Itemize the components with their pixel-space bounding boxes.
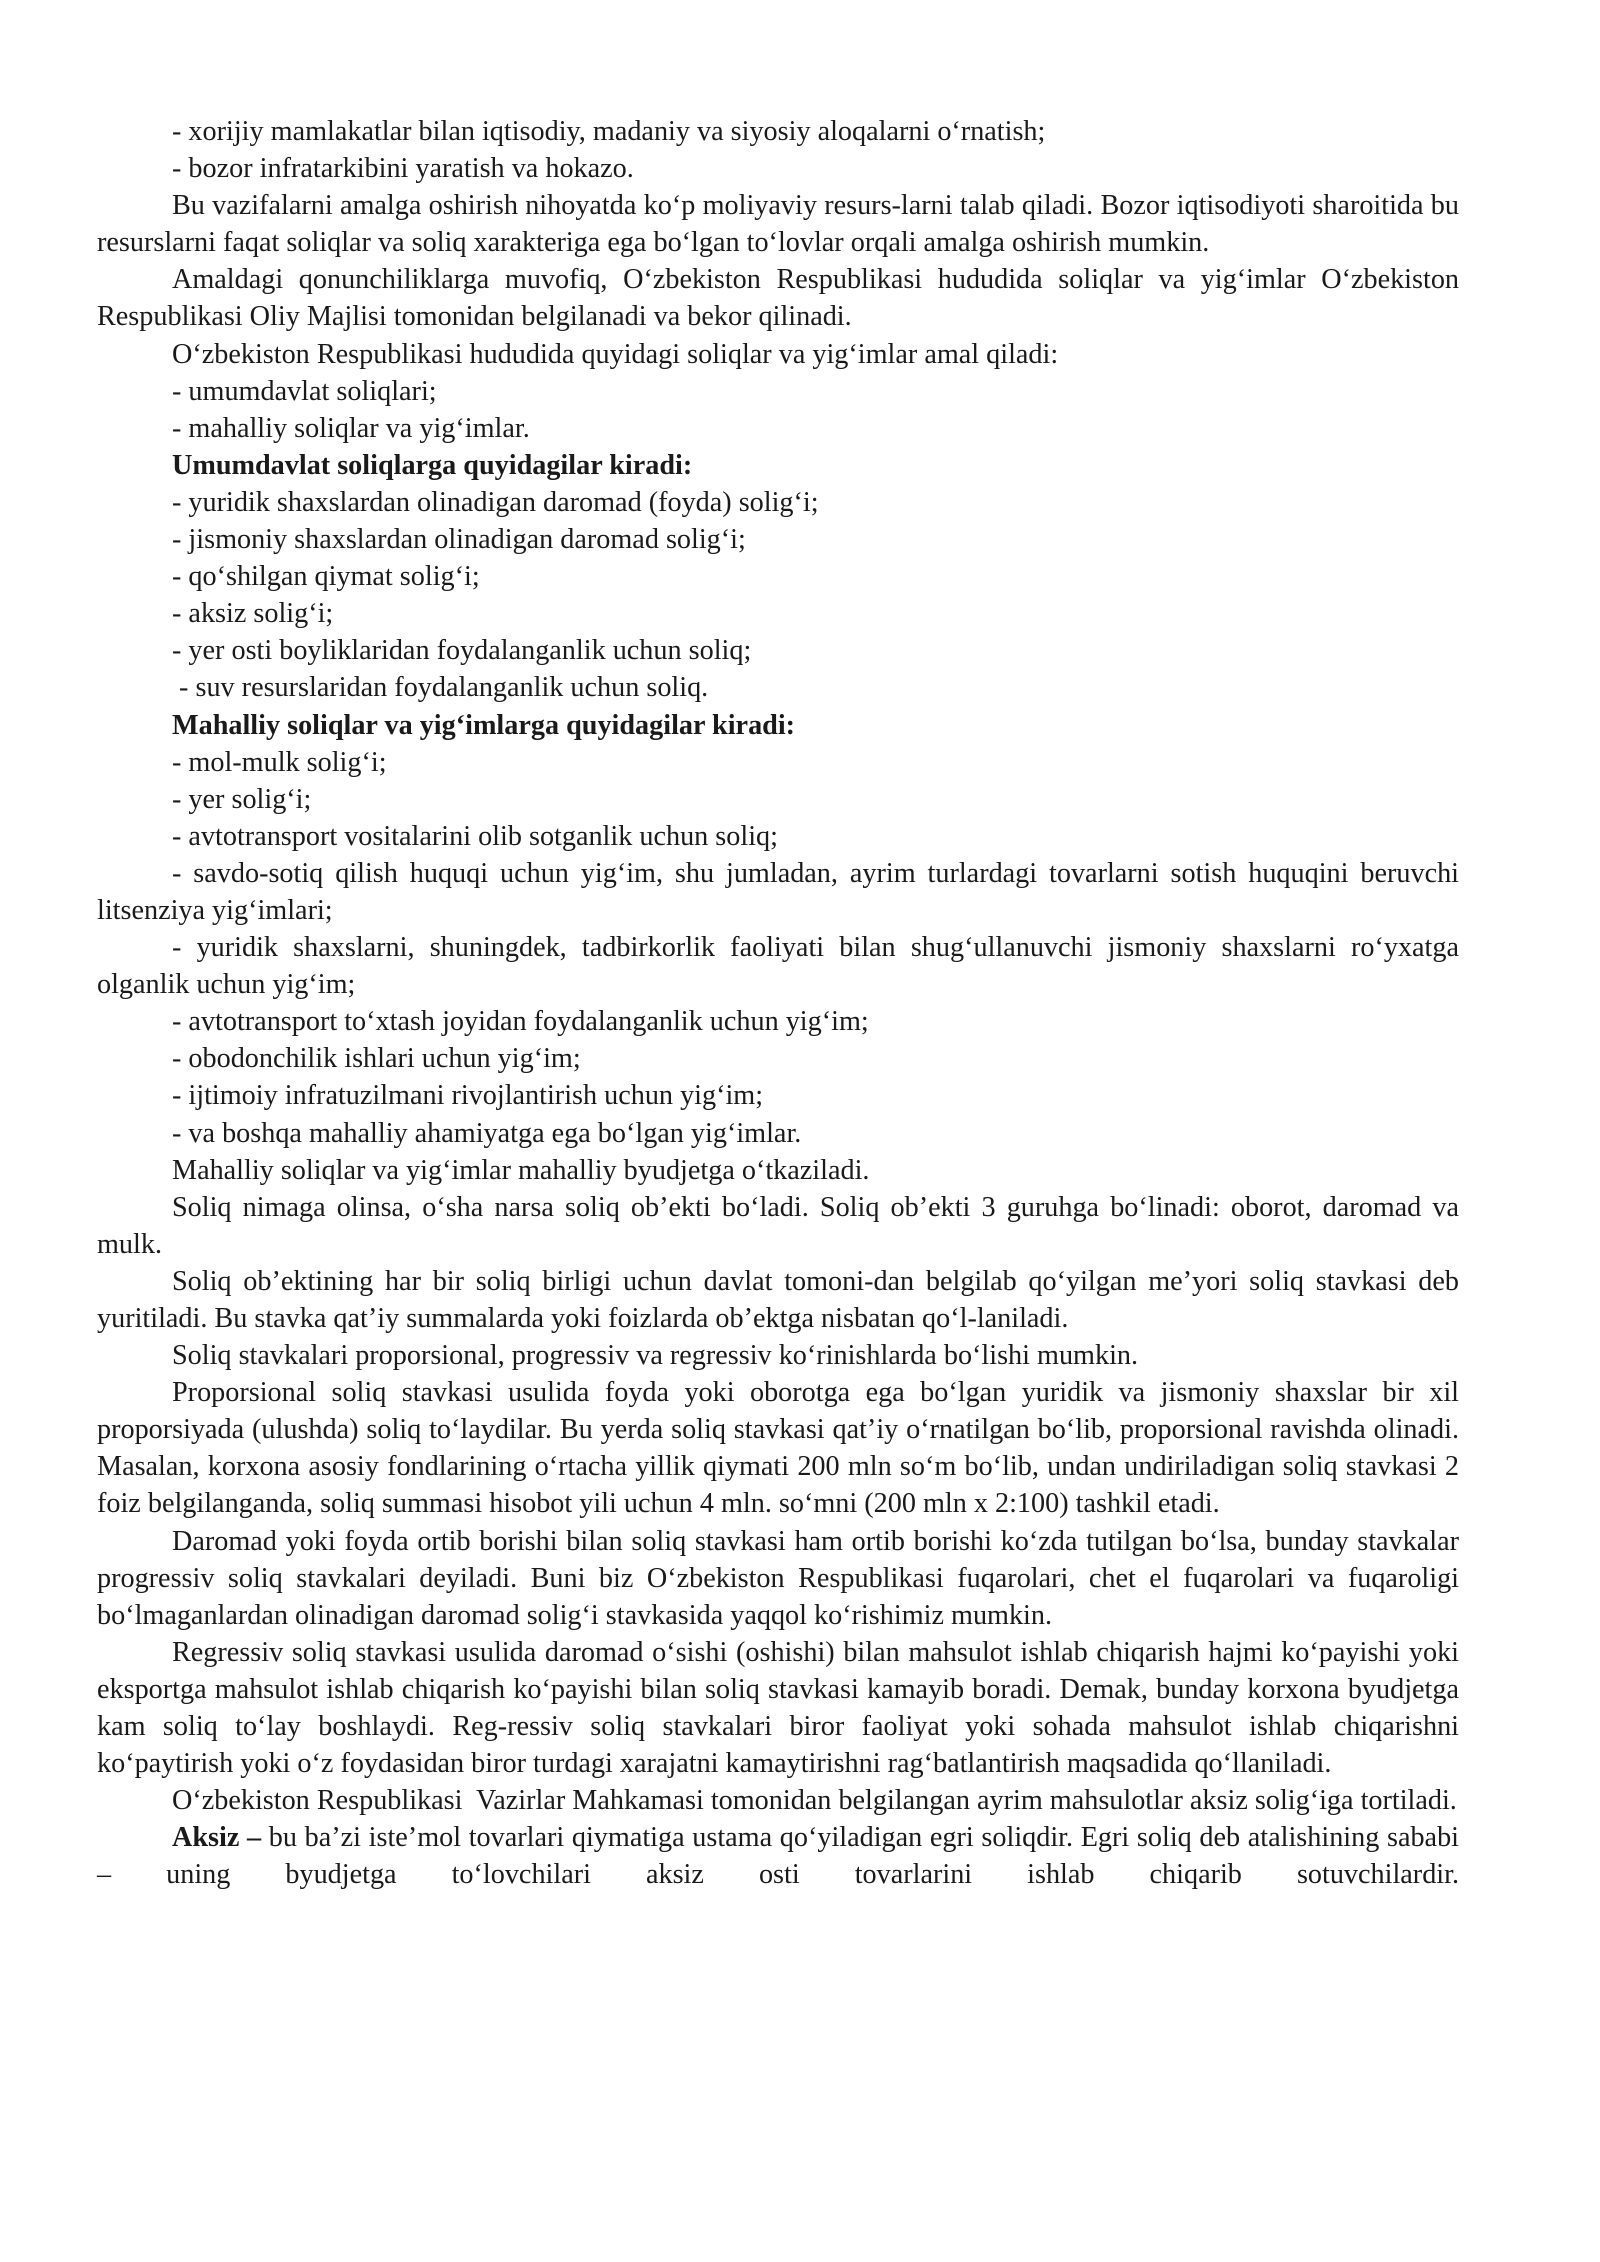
list-item: - avtotransport vositalarini olib sotganlik uchun soliq; [172, 820, 778, 852]
list-item: - yuridik shaxslardan olinadigan daromad (foyda) solig‘i; [172, 486, 819, 518]
section-heading: Mahalliy soliqlar va yig‘imlarga quyidagilar kiradi: [172, 709, 796, 741]
paragraph: Mahalliy soliqlar va yig‘imlar mahalliy byudjetga o‘tkaziladi. [172, 1154, 870, 1186]
paragraph: Proporsional soliq stavkasi usulida foyda yoki oborotga ega bo‘lgan yuridik va jismoniy shaxslar bir xil proporsiyada (ulushda) soliq to‘laydilar. Bu yerda soliq stavkasi qat’iy o‘rnatilgan bo‘lib, proporsional ravishda olinadi. Masalan, korxona asosiy fondlarining o‘rtacha yillik qiymati 200 mln so‘m bo‘lib, undan undiriladigan soliq stavkasi 2 foiz belgilanganda, soliq summasi hisobot yili uchun 4 mln. so‘mni (200 mln x 2:100) tashkil etadi. [97, 1377, 1459, 1520]
list-item: - avtotransport to‘xtash joyidan foydalanganlik uchun yig‘im; [172, 1006, 869, 1038]
list-item: - bozor infratarkibini yaratish va hokazo. [172, 153, 634, 185]
list-item: - savdo-sotiq qilish huquqi uchun yig‘im, shu jumladan, ayrim turlardagi tovarlarni sotish huquqini beruvchi litsenziya yig‘imlari; [97, 857, 1459, 926]
paragraph: Amaldagi qonunchiliklarga muvofiq, O‘zbekiston Respublikasi hududida soliqlar va yig‘imlar O‘zbekiston Respublikasi Oliy Majlisi tomonidan belgilanadi va bekor qilinadi. [97, 264, 1459, 333]
paragraph: O‘zbekiston Respublikasi hududida quyidagi soliqlar va yig‘imlar amal qiladi: [172, 338, 1059, 370]
list-item: - suv resurslaridan foydalanganlik uchun soliq. [172, 672, 709, 704]
paragraph: Soliq ob’ektining har bir soliq birligi uchun davlat tomoni-dan belgilab qo‘yilgan me’yori soliq stavkasi deb yuritiladi. Bu stavka qat’iy summalarda yoki foizlarda ob’ektga nisbatan qo‘l-laniladi. [97, 1265, 1459, 1334]
list-item: - yer solig‘i; [172, 783, 312, 815]
paragraph: Bu vazifalarni amalga oshirish nihoyatda ko‘p moliyaviy resurs-larni talab qiladi. Bozor iqtisodiyoti sharoitida bu resurslarni faqat soliqlar va soliq xarakteriga ega bo‘lgan to‘lovlar orqali amalga oshirish mumkin. [97, 190, 1459, 259]
paragraph: Daromad yoki foyda ortib borishi bilan soliq stavkasi ham ortib borishi ko‘zda tutilgan bo‘lsa, bunday stavkalar progressiv soliq stavkalari deyiladi. Buni biz O‘zbekiston Respublikasi fuqarolari, chet el fuqarolari va fuqaroligi bo‘lmaganlardan olinadigan daromad solig‘i stavkasida yaqqol ko‘rishimiz mumkin. [97, 1525, 1459, 1631]
list-item: - ijtimoiy infratuzilmani rivojlantirish uchun yig‘im; [172, 1080, 764, 1112]
paragraph: Regressiv soliq stavkasi usulida daromad o‘sishi (oshishi) bilan mahsulot ishlab chiqarish hajmi ko‘payishi yoki eksportga mahsulot ishlab chiqarish ko‘payishi bilan soliq stavkasi kamayib boradi. Demak, bunday korxona byudjetga kam soliq to‘lay boshlaydi. Reg-ressiv soliq stavkalari biror faoliyat yoki sohada mahsulot ishlab chiqarishni ko‘paytirish yoki o‘z foydasidan biror turdagi xarajatni kamaytirishni rag‘batlantirish maqsadida qo‘llaniladi. [97, 1636, 1459, 1780]
list-item: - mahalliy soliqlar va yig‘imlar. [172, 412, 530, 444]
term-bold: Aksiz – [172, 1822, 262, 1854]
paragraph: Soliq stavkalari proporsional, progressiv va regressiv ko‘rinishlarda bo‘lishi mumkin. [172, 1340, 1139, 1372]
list-item: - jismoniy shaxslardan olinadigan daromad solig‘i; [172, 524, 746, 556]
paragraph-text: bu ba’zi iste’mol tovarlari qiymatiga ustama qo‘yiladigan egri soliqdir. Egri soliq deb atalishining sababi – uning byudjetga to‘lovchilari aksiz osti tovarlarini ishlab chiqarib sotuvchilardir. [97, 1822, 1459, 1891]
document-page [97, 113, 1459, 1894]
paragraph: Soliq nimaga olinsa, o‘sha narsa soliq ob’ekti bo‘ladi. Soliq ob’ekti 3 guruhga bo‘linadi: oborot, daromad va mulk. [97, 1191, 1459, 1260]
section-heading: Umumdavlat soliqlarga quyidagilar kiradi: [172, 449, 693, 481]
list-item: - mol-mulk solig‘i; [172, 746, 387, 778]
list-item: - umumdavlat soliqlari; [172, 375, 437, 407]
list-item: - aksiz solig‘i; [172, 598, 334, 630]
paragraph [97, 1819, 1459, 1893]
list-item: - obodonchilik ishlari uchun yig‘im; [172, 1043, 581, 1075]
list-item: - xorijiy mamlakatlar bilan iqtisodiy, madaniy va siyosiy aloqalarni o‘rnatish; [172, 116, 1046, 147]
list-item: - va boshqa mahalliy ahamiyatga ega bo‘lgan yig‘imlar. [172, 1117, 802, 1149]
paragraph: O‘zbekiston Respublikasi Vazirlar Mahkamasi tomonidan belgilangan ayrim mahsulotlar aksiz solig‘iga tortiladi. [172, 1785, 1457, 1817]
list-item: - qo‘shilgan qiymat solig‘i; [172, 561, 480, 593]
list-item: - yuridik shaxslarni, shuningdek, tadbirkorlik faoliyati bilan shug‘ullanuvchi jismoniy shaxslarni ro‘yxatga olganlik uchun yig‘im; [97, 932, 1459, 1001]
list-item: - yer osti boyliklaridan foydalanganlik uchun soliq; [172, 635, 752, 667]
